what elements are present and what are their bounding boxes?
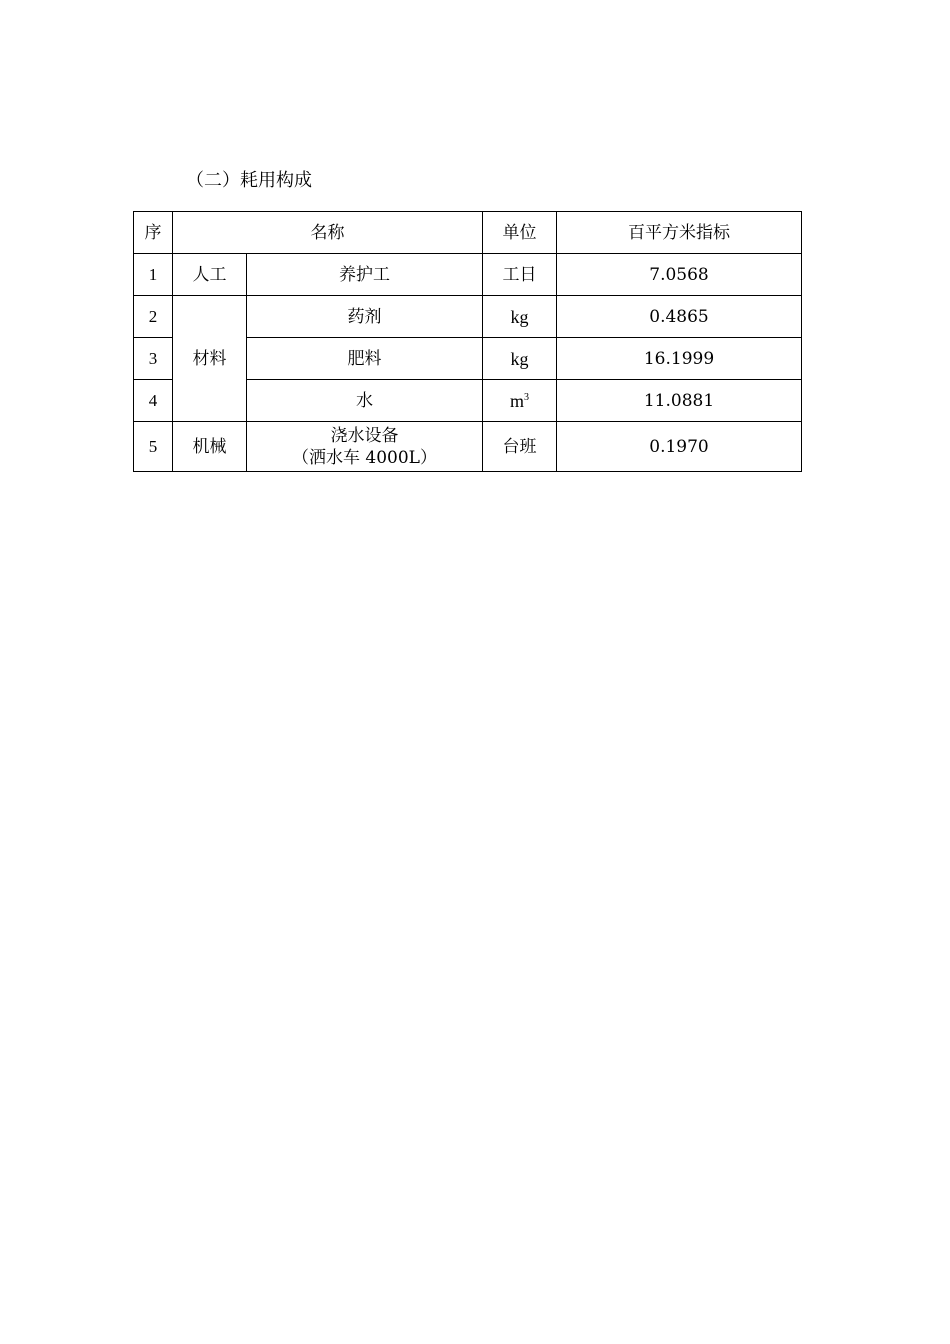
row-item bbox=[247, 422, 483, 472]
row-item: 水 bbox=[247, 380, 483, 422]
row-unit: kg bbox=[483, 296, 557, 338]
header-unit: 单位 bbox=[483, 212, 557, 254]
row-unit: kg bbox=[483, 338, 557, 380]
row-unit: 工日 bbox=[483, 254, 557, 296]
row-category: 机械 bbox=[173, 422, 247, 472]
row-unit bbox=[483, 380, 557, 422]
unit-base: m bbox=[509, 390, 524, 411]
row-seq: 1 bbox=[134, 254, 173, 296]
header-seq: 序 bbox=[134, 212, 173, 254]
consumption-table bbox=[133, 211, 802, 472]
table-row bbox=[134, 296, 802, 338]
section-heading: （二）耗用构成 bbox=[186, 170, 312, 191]
row-value: 11.0881 bbox=[557, 380, 802, 422]
table-row bbox=[134, 422, 802, 472]
header-name: 名称 bbox=[173, 212, 483, 254]
row-seq: 4 bbox=[134, 380, 173, 422]
header-indicator: 百平方米指标 bbox=[557, 212, 802, 254]
row-unit: 台班 bbox=[483, 422, 557, 472]
row-item: 肥料 bbox=[247, 338, 483, 380]
unit-superscript: 3 bbox=[524, 391, 529, 403]
row-seq: 2 bbox=[134, 296, 173, 338]
table-header-row bbox=[134, 212, 802, 254]
table-row bbox=[134, 254, 802, 296]
row-seq: 5 bbox=[134, 422, 173, 472]
row-value: 0.4865 bbox=[557, 296, 802, 338]
row-value: 16.1999 bbox=[557, 338, 802, 380]
row-category: 人工 bbox=[173, 254, 247, 296]
row-category: 材料 bbox=[173, 296, 247, 422]
row-value: 0.1970 bbox=[557, 422, 802, 472]
row-value: 7.0568 bbox=[557, 254, 802, 296]
row-seq: 3 bbox=[134, 338, 173, 380]
row-item: 药剂 bbox=[247, 296, 483, 338]
row-item-line2: （洒水车 4000L） bbox=[292, 447, 437, 468]
row-item: 养护工 bbox=[247, 254, 483, 296]
row-item-line1: 浇水设备 bbox=[330, 425, 399, 446]
